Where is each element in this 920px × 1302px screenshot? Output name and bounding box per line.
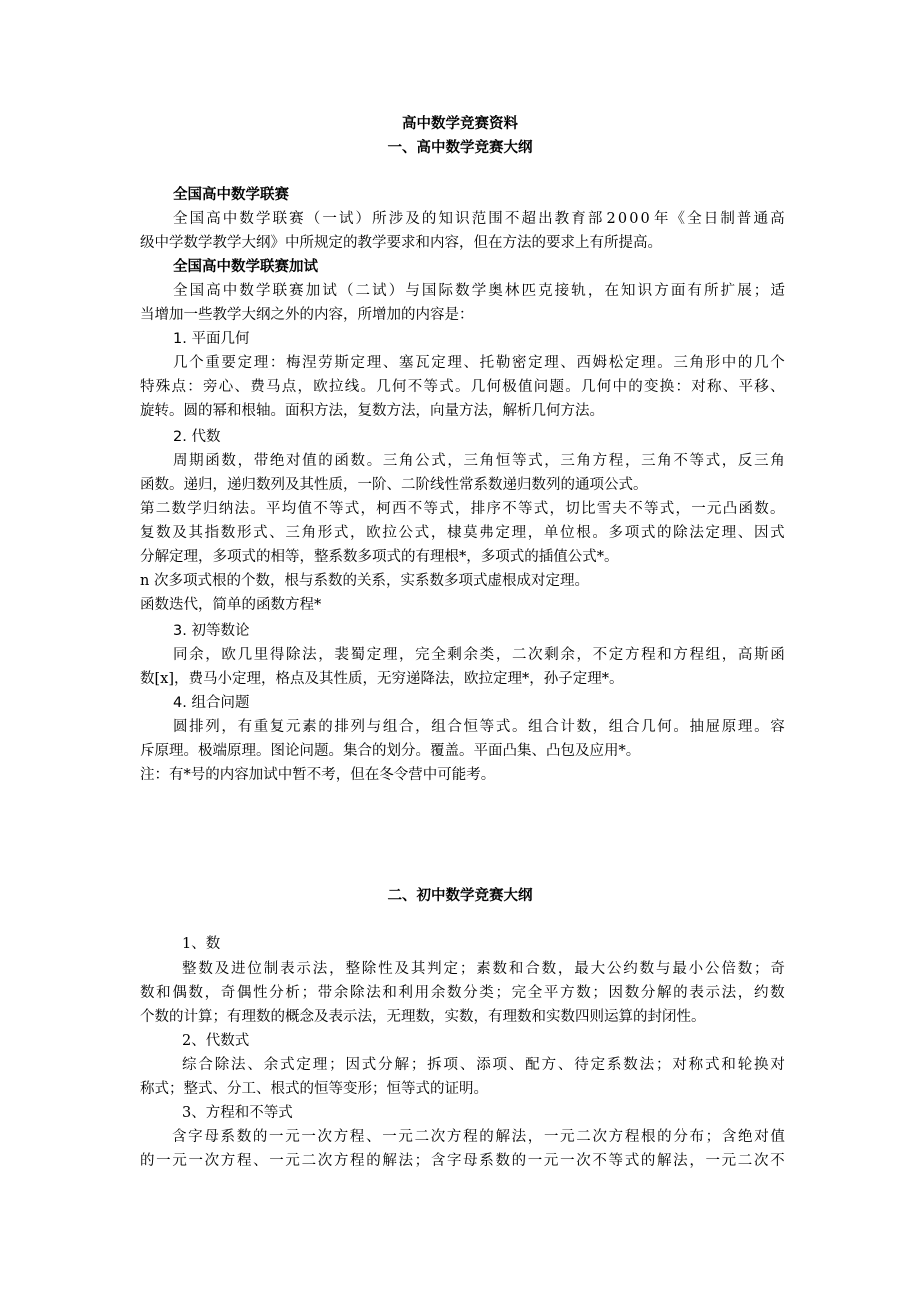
equations-paragraph-line: 的 一 元 一 次 方 程 、 一 元 二 次 方 程 的 解 法 ； 含 字 母 系 数 的 一 元 一 次 不 等 式 的 解 法 ， 一 元 二 次 不: [140, 1153, 785, 1169]
league-paragraph-line: 全 国 高 中 数 学 联 赛 （ 一 试 ） 所 涉 及 的 知 识 范 围 不 超 出 教 育 部 2 0 0 0 年 《 全 日 制 普 通 高: [173, 211, 785, 227]
equations-heading: 3、方程和不等式: [182, 1105, 293, 1121]
geometry-paragraph-line: 旋转。圆的幂和根轴。面积方法，复数方法，向量方法，解析几何方法。: [140, 403, 604, 419]
algebra-paragraph-line: 复 数 及 其 指 数 形 式 、 三 角 形 式 ， 欧 拉 公 式 ， 棣 莫 弗 定 理 ， 单 位 根 。 多 项 式 的 除 法 定 理 、 因 式: [140, 525, 785, 541]
expressions-paragraph-line: 称式；整式、分工、根式的恒等变形；恒等式的证明。: [140, 1081, 488, 1097]
section-2-heading: 二、初中数学竞赛大纲: [387, 888, 533, 904]
league-paragraph-line: 级中学数学教学大纲》中所规定的教学要求和内容，但在方法的要求上有所提高。: [140, 235, 662, 251]
combinatorics-paragraph-line: 斥原理。极端原理。图论问题。集合的划分。覆盖。平面凸集、凸包及应用*。: [140, 743, 641, 759]
league-heading: 全国高中数学联赛: [173, 187, 289, 203]
footnote: 注：有*号的内容加试中暂不考，但在冬令营中可能考。: [140, 767, 496, 783]
algebra-paragraph-line: 分解定理，多项式的相等，整系数多项式的有理根*，多项式的插值公式*。: [140, 549, 619, 565]
section-1-heading: 一、高中数学竞赛大纲: [387, 140, 533, 156]
algebra-paragraph-line: 第 二 数 学 归 纳 法 。 平 均 值 不 等 式 ， 柯 西 不 等 式 ， 排 序 不 等 式 ， 切 比 雪 夫 不 等 式 ， 一 元 凸 函 数 。: [140, 501, 785, 517]
geometry-paragraph-line: 特 殊 点 ： 旁 心 、 费 马 点 ， 欧 拉 线 。 几 何 不 等 式 。 几 何 极 值 问 题 。 几 何 中 的 变 换 ： 对 称 、 平 移 、: [140, 379, 785, 395]
numbers-heading: 1、数: [182, 936, 221, 952]
geometry-paragraph-line: 几 个 重 要 定 理 ： 梅 涅 劳 斯 定 理 、 塞 瓦 定 理 、 托 勒 密 定 理 、 西 姆 松 定 理 。 三 角 形 中 的 几 个: [173, 355, 785, 371]
algebra-paragraph-line: n 次多项式根的个数，根与系数的关系，实系数多项式虚根成对定理。: [140, 573, 589, 589]
algebra-paragraph-line: 周 期 函 数 ， 带 绝 对 值 的 函 数 。 三 角 公 式 ， 三 角 恒 等 式 ， 三 角 方 程 ， 三 角 不 等 式 ， 反 三 角: [173, 453, 785, 469]
plus-paragraph-line: 当增加一些教学大纲之外的内容，所增加的内容是：: [140, 307, 474, 323]
expressions-heading: 2、代数式: [182, 1033, 250, 1049]
plus-paragraph-line: 全 国 高 中 数 学 联 赛 加 试 （ 二 试 ） 与 国 际 数 学 奥 林 匹 克 接 轨 ， 在 知 识 方 面 有 所 扩 展 ； 适: [173, 283, 785, 299]
algebra-paragraph-line: 函数迭代，简单的函数方程*: [140, 597, 322, 613]
document-title: 高中数学竞赛资料: [402, 116, 518, 132]
geometry-heading: 1. 平面几何: [173, 331, 250, 347]
number-theory-paragraph-line: 数[x]，费马小定理，格点及其性质，无穷递降法，欧拉定理*，孙子定理*。: [140, 671, 624, 687]
numbers-paragraph-line: 整 数 及 进 位 制 表 示 法 ， 整 除 性 及 其 判 定 ； 素 数 和 合 数 ， 最 大 公 约 数 与 最 小 公 倍 数 ； 奇: [182, 961, 785, 977]
combinatorics-paragraph-line: 圆 排 列 ， 有 重 复 元 素 的 排 列 与 组 合 ， 组 合 恒 等 式 。 组 合 计 数 ， 组 合 几 何 。 抽 屉 原 理 。 容: [173, 719, 785, 735]
number-theory-heading: 3. 初等数论: [173, 623, 250, 639]
algebra-heading: 2. 代数: [173, 429, 221, 445]
numbers-paragraph-line: 数 和 偶 数 ， 奇 偶 性 分 析 ； 带 余 除 法 和 利 用 余 数 分 类 ； 完 全 平 方 数 ； 因 数 分 解 的 表 示 法 ， 约 数: [140, 985, 785, 1001]
algebra-paragraph-line: 函数。递归，递归数列及其性质，一阶、二阶线性常系数递归数列的通项公式。: [140, 477, 648, 493]
plus-heading: 全国高中数学联赛加试: [173, 259, 318, 275]
equations-paragraph-line: 含 字 母 系 数 的 一 元 一 次 方 程 、 一 元 二 次 方 程 的 解 法 ， 一 元 二 次 方 程 根 的 分 布 ； 含 绝 对 值: [172, 1129, 785, 1145]
combinatorics-heading: 4. 组合问题: [173, 695, 250, 711]
number-theory-paragraph-line: 同 余 ， 欧 几 里 得 除 法 ， 裴 蜀 定 理 ， 完 全 剩 余 类 ， 二 次 剩 余 ， 不 定 方 程 和 方 程 组 ， 高 斯 函: [173, 647, 785, 663]
expressions-paragraph-line: 综 合 除 法 、 余 式 定 理 ； 因 式 分 解 ； 拆 项 、 添 项 、 配 方 、 待 定 系 数 法 ； 对 称 式 和 轮 换 对: [182, 1057, 785, 1073]
numbers-paragraph-line: 个数的计算；有理数的概念及表示法，无理数，实数，有理数和实数四则运算的封闭性。: [140, 1009, 706, 1025]
